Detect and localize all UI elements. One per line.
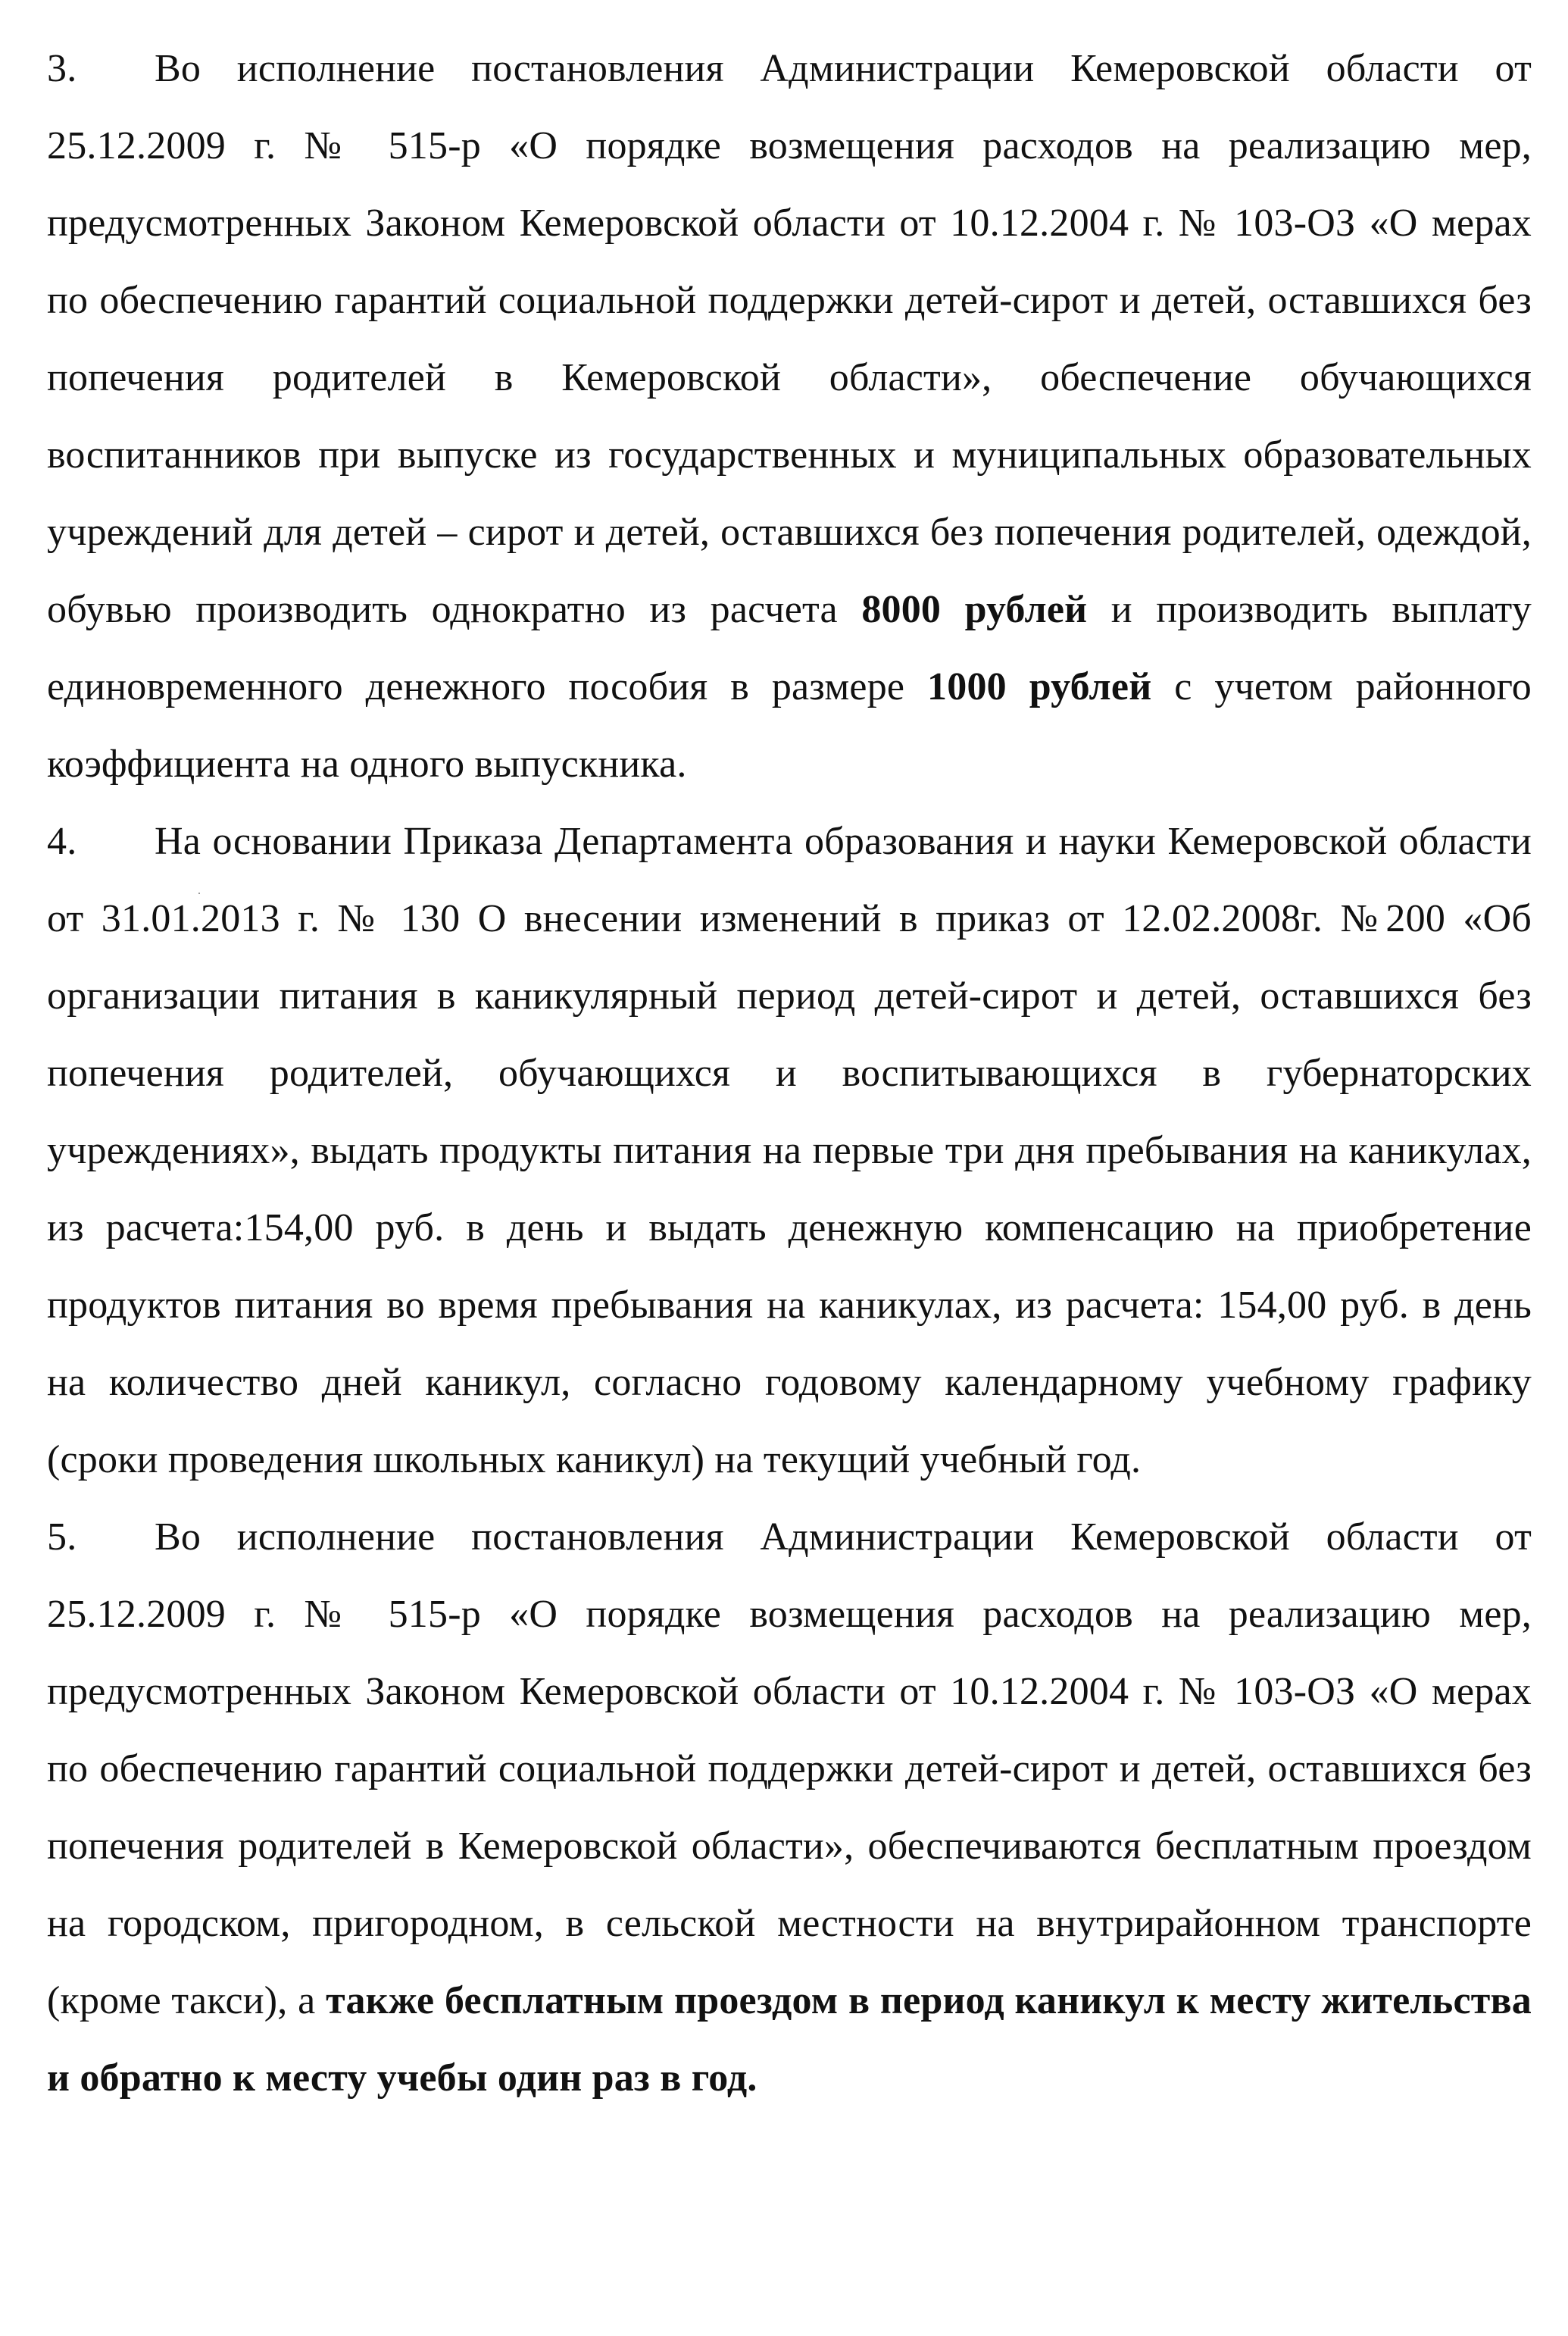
scan-speck [198, 893, 200, 894]
paragraph-number: 4. [47, 820, 77, 863]
bold-amount-allowance: 1000 рублей [927, 665, 1152, 708]
paragraph-text: и производить выплату единовременного денежного пособия в размере [47, 588, 1532, 708]
bold-amount-clothing: 8000 рублей [861, 588, 1088, 631]
paragraph-text: Во исполнение постановления Администрации Кемеровской области от 25.12.2009 г. № 515-р «О порядке возмещения расходов на реализацию мер, предусмотренных Законом Кемеровской области от 10.12.2004 г. № 103-ОЗ «О мерах по обеспечению гарантий социальной поддержки детей-сирот и детей, оставшихся без попечения родителей в Кемеровской области», обеспечение обучающихся воспитанников при выпуске из государственных и муниципальных образовательных учреждений для детей – сирот и детей, оставшихся без попечения родителей, одеждой, обувью производить однократно из расчета [47, 47, 1532, 631]
paragraph-4 [47, 803, 1532, 1499]
paragraph-number: 5. [47, 1515, 77, 1559]
paragraph-text: На основании Приказа Департамента образования и науки Кемеровской области от 31.01.2013 г. № 130 О внесении изменений в приказ от 12.02.2008г. №200 «Об организации питания в каникулярный период детей-сирот и детей, оставшихся без попечения родителей, обучающихся и воспитывающихся в губернаторских учреждениях», выдать продукты питания на первые три дня пребывания на каникулах, из расчета:154,00 руб. в день и выдать денежную компенсацию на приобретение продуктов питания во время пребывания на каникулах, из расчета: 154,00 руб. в день на количество дней каникул, согласно годовому календарному учебному графику (сроки проведения школьных каникул) на текущий учебный год. [47, 820, 1532, 1481]
paragraph-3 [47, 30, 1532, 803]
paragraph-text: с учетом районного коэффициента на одного выпускника. [47, 665, 1532, 786]
paragraph-text: Во исполнение постановления Администрации Кемеровской области от 25.12.2009 г. № 515-р «О порядке возмещения расходов на реализацию мер, предусмотренных Законом Кемеровской области от 10.12.2004 г. № 103-ОЗ «О мерах по обеспечению гарантий социальной поддержки детей-сирот и детей, оставшихся без попечения родителей в Кемеровской области», обеспечиваются бесплатным проездом на городском, пригородном, в сельской местности на внутрирайонном транспорте (кроме такси), а [47, 1515, 1532, 2022]
paragraph-number: 3. [47, 47, 77, 90]
bold-free-travel-clause: также бесплатным проездом в период каникул к месту жительства и обратно к месту учебы один раз в год. [47, 1979, 1532, 2100]
document-body [47, 30, 1532, 2117]
paragraph-5 [47, 1499, 1532, 2117]
